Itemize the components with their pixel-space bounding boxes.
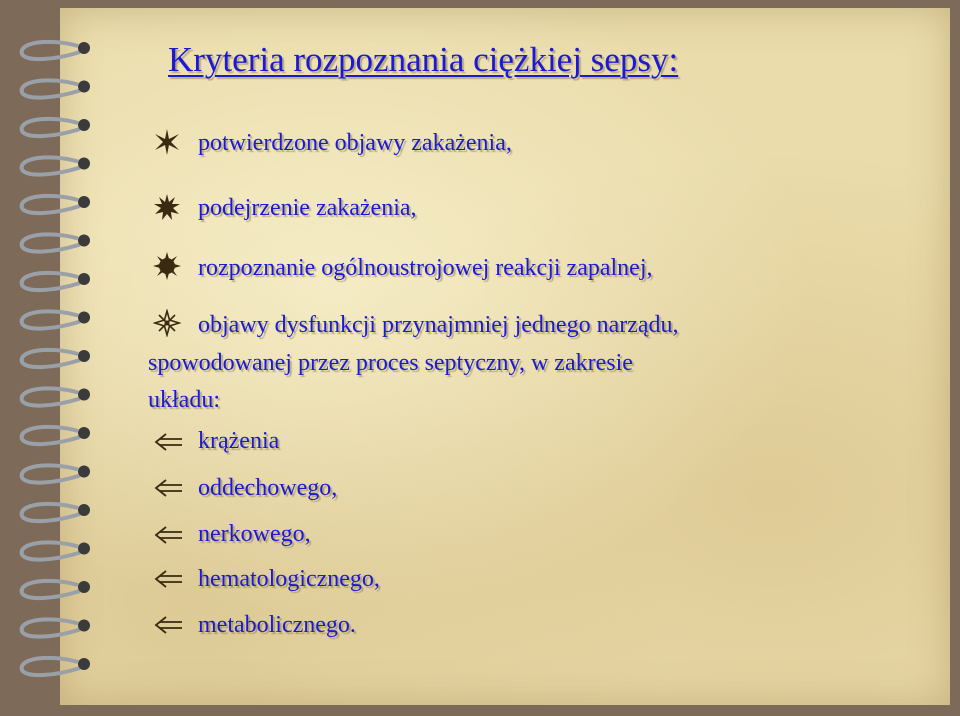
- binding-hole: [78, 543, 90, 555]
- system-item: metabolicznego.: [198, 612, 356, 638]
- binding-ring: [22, 196, 80, 213]
- criterion-2: podejrzenie zakażenia,: [198, 195, 417, 221]
- system-item: oddechowego,: [198, 475, 338, 501]
- binding-ring: [22, 234, 80, 251]
- criterion-3: rozpoznanie ogólnoustrojowej reakcji zapalnej,: [198, 255, 653, 281]
- binding-hole: [78, 235, 90, 247]
- binding-ring: [22, 80, 80, 97]
- sparkle-star-icon: [153, 309, 181, 337]
- binding-hole: [78, 312, 90, 324]
- binding-hole: [78, 658, 90, 670]
- binding-ring: [22, 619, 80, 636]
- binding-hole: [78, 620, 90, 632]
- binding-hole: [78, 427, 90, 439]
- binding-ring: [22, 157, 80, 174]
- binding-hole: [78, 466, 90, 478]
- criterion-1: potwierdzone objawy zakażenia,: [198, 130, 512, 156]
- criterion-4-line-2: spowodowanej przez proces septyczny, w zakresie: [148, 350, 633, 376]
- criterion-4-line-3: układu:: [148, 387, 220, 413]
- binding-ring: [22, 311, 80, 328]
- binding-hole: [78, 81, 90, 93]
- spiky-sun-icon: [153, 252, 181, 280]
- asterisk-star-icon: [153, 128, 181, 156]
- double-arrow-left-icon: [154, 478, 184, 498]
- binding-ring: [22, 427, 80, 444]
- binding-ring: [22, 42, 80, 59]
- binding-hole: [78, 350, 90, 362]
- binding-hole: [78, 581, 90, 593]
- slide-title: Kryteria rozpoznania ciężkiej sepsy:: [168, 40, 679, 79]
- burst-star-icon: [153, 193, 181, 221]
- binding-ring: [22, 119, 80, 136]
- binding-ring: [22, 465, 80, 482]
- binding-ring: [22, 542, 80, 559]
- double-arrow-left-icon: [154, 615, 184, 635]
- binding-ring: [22, 388, 80, 405]
- double-arrow-left-icon: [154, 569, 184, 589]
- system-item: nerkowego,: [198, 521, 311, 547]
- binding-ring: [22, 658, 80, 675]
- binding-hole: [78, 119, 90, 131]
- criterion-4-line-1: objawy dysfunkcji przynajmniej jednego narządu,: [198, 312, 679, 338]
- binding-ring: [22, 504, 80, 521]
- binding-hole: [78, 158, 90, 170]
- binding-hole: [78, 196, 90, 208]
- system-item: hematologicznego,: [198, 566, 380, 592]
- double-arrow-left-icon: [154, 432, 184, 452]
- binding-hole: [78, 389, 90, 401]
- binding-hole: [78, 504, 90, 516]
- binding-hole: [78, 42, 90, 54]
- binding-ring: [22, 350, 80, 367]
- system-item: krążenia: [198, 428, 280, 454]
- binding-ring: [22, 581, 80, 598]
- binding-ring: [22, 273, 80, 290]
- binding-hole: [78, 273, 90, 285]
- double-arrow-left-icon: [154, 525, 184, 545]
- spiral-binding: [0, 0, 110, 716]
